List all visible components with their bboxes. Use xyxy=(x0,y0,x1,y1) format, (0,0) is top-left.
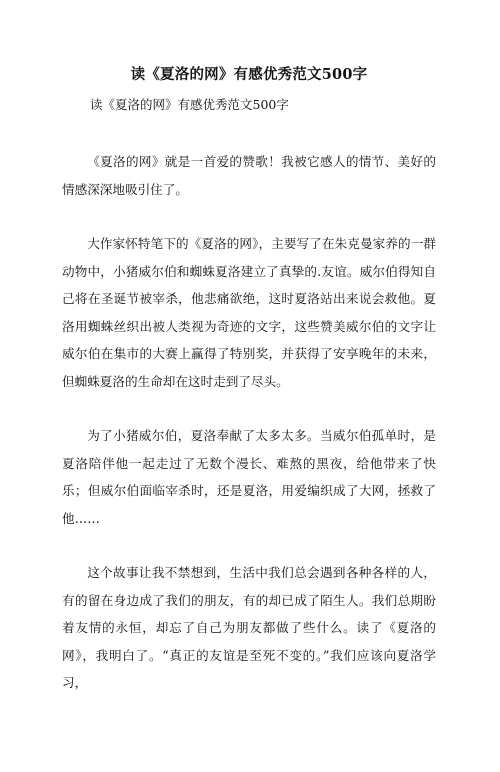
document-page xyxy=(0,64,500,772)
document-title: 读《夏洛的网》有感优秀范文500字 xyxy=(130,66,368,83)
paragraph-2: 大作家怀特笔下的《夏洛的网》，主要写了在朱克曼家养的一群动物中，小猪威尔伯和蜘蛛夏洛建立了真挚的.友谊。威尔伯得知自己将在圣诞节被宰杀，他悲痛欲绝，这时夏洛站出来说会救他。夏洛用蜘蛛丝织出被人类视为奇迹的文字，这些赞美威尔伯的文字让威尔伯在集市的大赛上赢得了特别奖，并获得了安享晚年的未来，但蜘蛛夏洛的生命却在这时走到了尽头。 xyxy=(62,236,436,389)
paragraph-1: 《夏洛的网》就是一首爱的赞歌！我被它感人的情节、美好的情感深深地吸引住了。 xyxy=(62,154,436,197)
paragraph-3: 为了小猪威尔伯，夏洛奉献了太多太多。当威尔伯孤单时，是夏洛陪伴他一起走过了无数个漫长、难熬的黑夜，给他带来了快乐；但威尔伯面临宰杀时，还是夏洛，用爱编织成了大网，拯救了他…… xyxy=(62,428,436,526)
document-subtitle: 读《夏洛的网》有感优秀范文500字 xyxy=(90,97,289,112)
paragraph-4: 这个故事让我不禁想到，生活中我们总会遇到各种各样的人，有的留在身边成了我们的朋友，有的却已成了陌生人。我们总期盼着友情的永恒，却忘了自己为朋友都做了些什么。读了《夏洛的网》，我明白了。“真正的友谊是至死不变的。”我们应该向夏洛学习， xyxy=(62,565,436,690)
